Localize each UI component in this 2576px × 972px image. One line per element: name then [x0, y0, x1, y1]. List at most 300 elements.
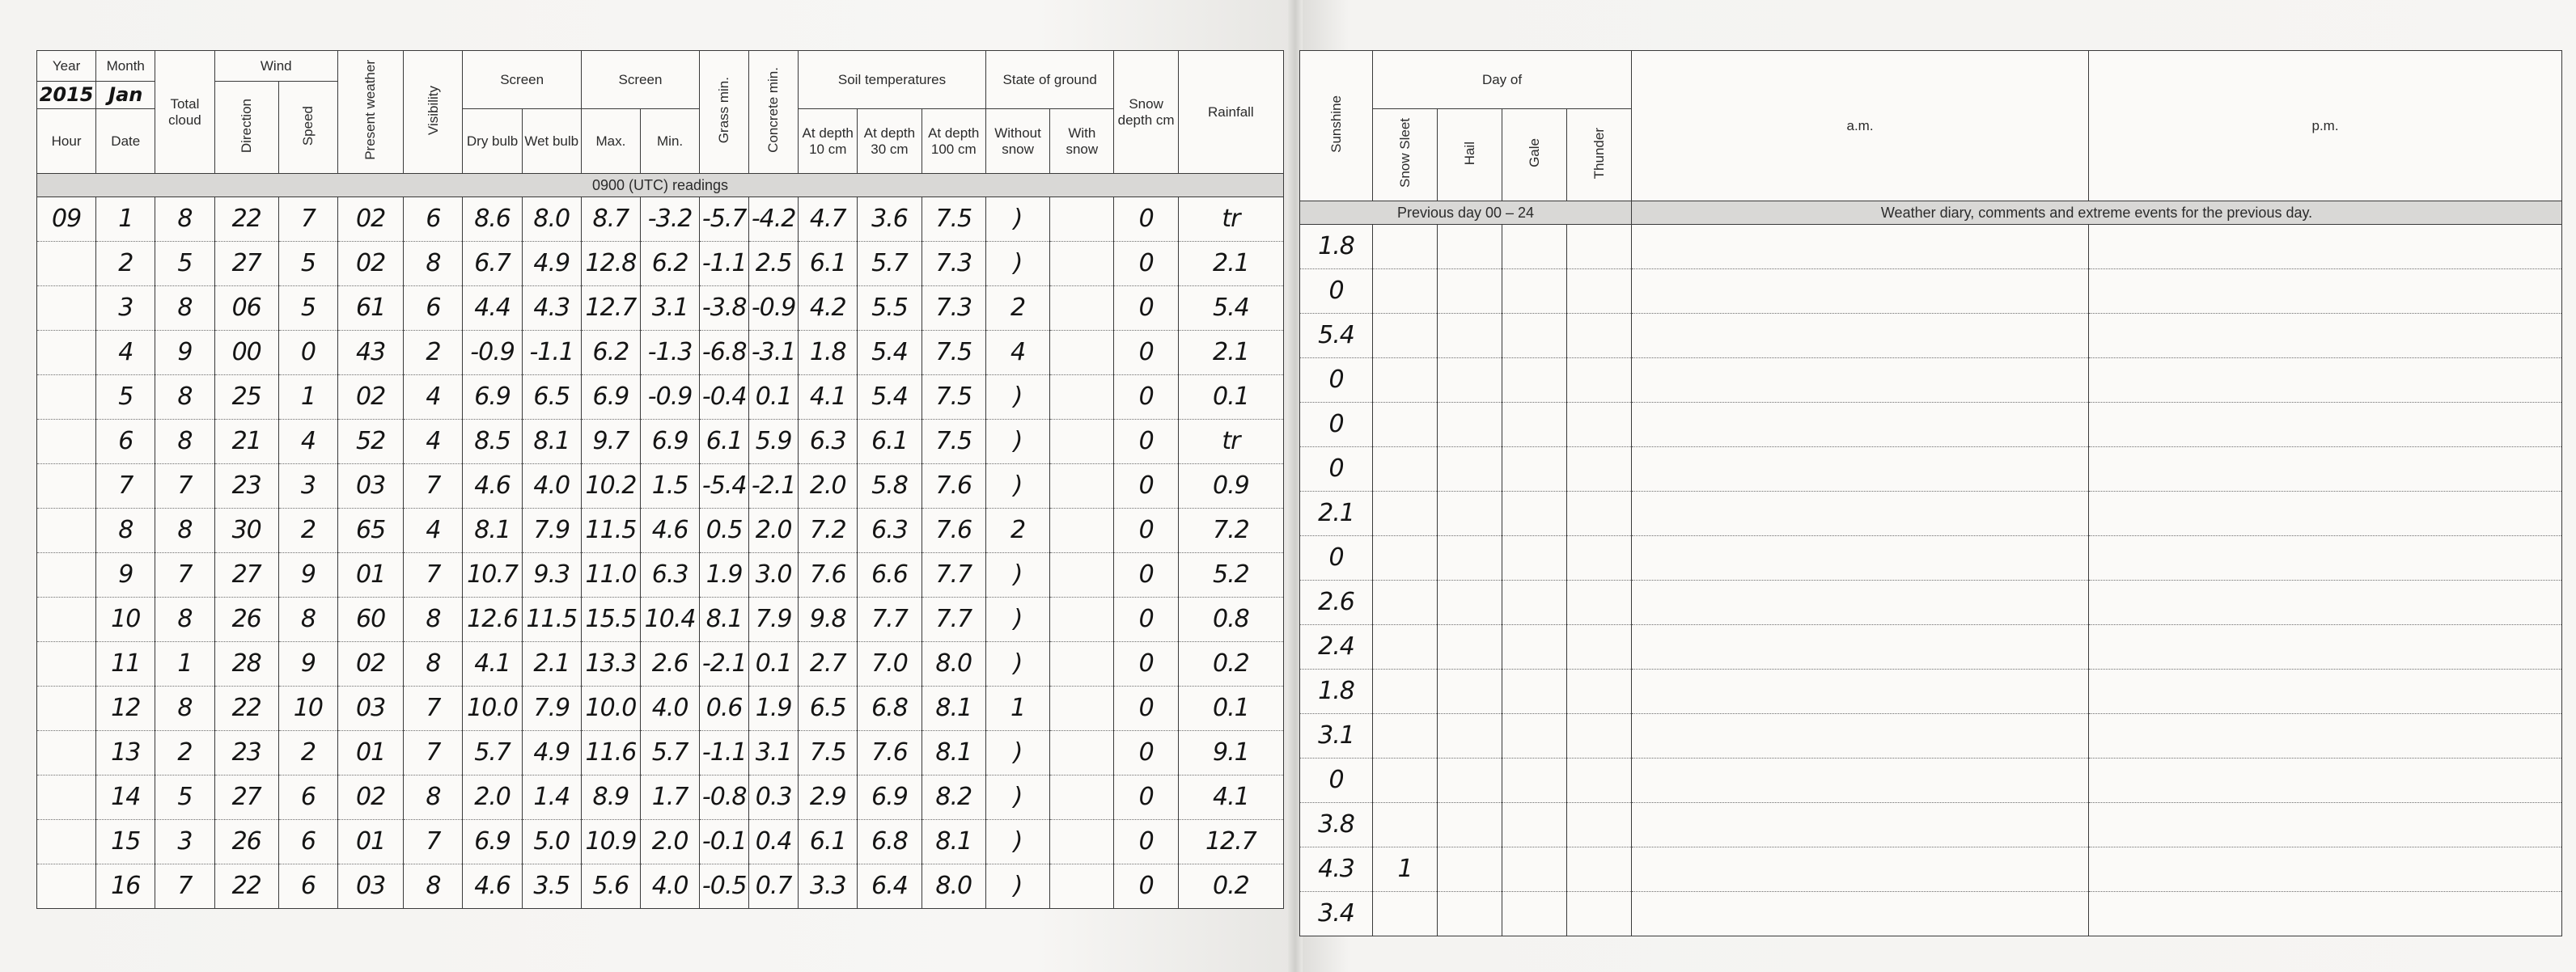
- cell-s100: 7.5: [922, 197, 985, 242]
- table-row: [37, 553, 1284, 598]
- cell-snow-sleet: [1373, 670, 1438, 714]
- cell-speed: 6: [278, 864, 337, 909]
- weather-readings-table: [36, 50, 1284, 909]
- cell-hour: [37, 731, 96, 775]
- cell-vis: 7: [404, 553, 463, 598]
- cell-sunshine: 1.8: [1300, 670, 1373, 714]
- cell-pw: 65: [337, 509, 403, 553]
- cell-sunshine: 0: [1300, 759, 1373, 803]
- cell-sunshine: 3.8: [1300, 803, 1373, 847]
- diary-row: [1300, 847, 2562, 892]
- soil-temperatures-header: Soil temperatures: [799, 51, 986, 109]
- cell-snow-sleet: [1373, 403, 1438, 447]
- cell-conc: -4.2: [749, 197, 799, 242]
- cell-s30: 6.3: [858, 509, 922, 553]
- cell-hour: [37, 820, 96, 864]
- cell-am-note: [1632, 314, 2089, 358]
- cell-s30: 6.4: [858, 864, 922, 909]
- cell-dry: 4.4: [463, 286, 522, 331]
- cell-hail: [1438, 269, 1502, 314]
- cell-vis: 8: [404, 242, 463, 286]
- day-of-header: Day of: [1373, 51, 1632, 109]
- cell-dry: -0.9: [463, 331, 522, 375]
- cell-gale: [1502, 625, 1567, 670]
- cell-dry: 4.6: [463, 864, 522, 909]
- cell-min: 2.0: [640, 820, 699, 864]
- sunshine-header: Sunshine: [1300, 51, 1373, 201]
- diary-row: [1300, 314, 2562, 358]
- cell-with: [1050, 731, 1114, 775]
- diary-row: [1300, 759, 2562, 803]
- cell-date: 12: [96, 687, 155, 731]
- diary-row: [1300, 403, 2562, 447]
- cell-grass: -2.1: [700, 642, 749, 687]
- cell-min: 6.9: [640, 420, 699, 464]
- cell-thunder: [1567, 225, 1632, 269]
- cell-s10: 7.6: [799, 553, 858, 598]
- cell-wet: 3.5: [522, 864, 581, 909]
- cell-pm-note: [2089, 314, 2562, 358]
- wet-bulb-header: Wet bulb: [522, 109, 581, 174]
- cell-s100: 8.1: [922, 731, 985, 775]
- pm-header: p.m.: [2089, 51, 2562, 201]
- cell-s30: 6.1: [858, 420, 922, 464]
- cell-cloud: 5: [155, 775, 214, 820]
- cell-hail: [1438, 358, 1502, 403]
- cell-am-note: [1632, 714, 2089, 759]
- cell-s10: 6.1: [799, 820, 858, 864]
- cell-snow-sleet: [1373, 759, 1438, 803]
- cell-sunshine: 1.8: [1300, 225, 1373, 269]
- cell-conc: 2.0: [749, 509, 799, 553]
- cell-snow-sleet: [1373, 447, 1438, 492]
- diary-band: Weather diary, comments and extreme events for the previous day.: [1632, 201, 2562, 225]
- cell-pm-note: [2089, 714, 2562, 759]
- cell-conc: 3.1: [749, 731, 799, 775]
- cell-snow-sleet: [1373, 358, 1438, 403]
- diary-row: [1300, 447, 2562, 492]
- cell-grass: 0.6: [700, 687, 749, 731]
- cell-sunshine: 5.4: [1300, 314, 1373, 358]
- cell-am-note: [1632, 536, 2089, 581]
- weather-diary-table: [1299, 50, 2562, 936]
- cell-speed: 9: [278, 553, 337, 598]
- diary-row: [1300, 714, 2562, 759]
- cell-snowd: 0: [1114, 286, 1178, 331]
- cell-s100: 8.0: [922, 642, 985, 687]
- cell-ground: ): [985, 197, 1049, 242]
- cell-wet: 4.9: [522, 731, 581, 775]
- cell-hour: [37, 553, 96, 598]
- cell-s10: 4.7: [799, 197, 858, 242]
- cell-with: [1050, 553, 1114, 598]
- cell-hour: [37, 331, 96, 375]
- cell-sunshine: 2.4: [1300, 625, 1373, 670]
- cell-dry: 6.7: [463, 242, 522, 286]
- cell-snow-sleet: [1373, 803, 1438, 847]
- cell-snow-sleet: [1373, 492, 1438, 536]
- cell-grass: -3.8: [700, 286, 749, 331]
- cell-cloud: 7: [155, 553, 214, 598]
- cell-ground: 2: [985, 286, 1049, 331]
- cell-vis: 6: [404, 286, 463, 331]
- cell-min: 4.0: [640, 687, 699, 731]
- cell-pm-note: [2089, 447, 2562, 492]
- cell-thunder: [1567, 536, 1632, 581]
- table-row: [37, 687, 1284, 731]
- cell-s100: 8.1: [922, 820, 985, 864]
- cell-grass: -0.8: [700, 775, 749, 820]
- cell-sunshine: 2.1: [1300, 492, 1373, 536]
- cell-speed: 5: [278, 286, 337, 331]
- cell-thunder: [1567, 714, 1632, 759]
- cell-snow-sleet: [1373, 625, 1438, 670]
- cell-dry: 2.0: [463, 775, 522, 820]
- cell-min: 4.0: [640, 864, 699, 909]
- cell-s100: 8.0: [922, 864, 985, 909]
- cell-pm-note: [2089, 403, 2562, 447]
- cell-grass: -5.7: [700, 197, 749, 242]
- cell-am-note: [1632, 492, 2089, 536]
- cell-conc: 0.3: [749, 775, 799, 820]
- cell-hour: [37, 420, 96, 464]
- cell-sunshine: 0: [1300, 403, 1373, 447]
- cell-pm-note: [2089, 847, 2562, 892]
- cell-cloud: 9: [155, 331, 214, 375]
- cell-date: 13: [96, 731, 155, 775]
- cell-ground: ): [985, 242, 1049, 286]
- soil-10cm-header: At depth 10 cm: [799, 109, 858, 174]
- cell-thunder: [1567, 358, 1632, 403]
- cell-s30: 6.8: [858, 820, 922, 864]
- cell-ground: ): [985, 420, 1049, 464]
- cell-s10: 6.3: [799, 420, 858, 464]
- snow-depth-header: Snow depth cm: [1114, 51, 1178, 174]
- cell-cloud: 8: [155, 197, 214, 242]
- cell-thunder: [1567, 803, 1632, 847]
- cell-ground: ): [985, 553, 1049, 598]
- cell-rain: 0.2: [1178, 864, 1283, 909]
- cell-thunder: [1567, 892, 1632, 936]
- cell-max: 9.7: [581, 420, 640, 464]
- cell-snowd: 0: [1114, 420, 1178, 464]
- cell-speed: 0: [278, 331, 337, 375]
- cell-dry: 5.7: [463, 731, 522, 775]
- cell-pw: 03: [337, 464, 403, 509]
- cell-ground: ): [985, 598, 1049, 642]
- table-row: [37, 286, 1284, 331]
- present-weather-header: Present weather: [337, 51, 403, 174]
- cell-pw: 02: [337, 775, 403, 820]
- cell-date: 1: [96, 197, 155, 242]
- cell-vis: 8: [404, 775, 463, 820]
- cell-rain: 5.4: [1178, 286, 1283, 331]
- cell-max: 10.9: [581, 820, 640, 864]
- cell-dir: 26: [214, 820, 278, 864]
- cell-with: [1050, 598, 1114, 642]
- cell-dry: 8.6: [463, 197, 522, 242]
- cell-dry: 12.6: [463, 598, 522, 642]
- max-header: Max.: [581, 109, 640, 174]
- cell-hour: [37, 242, 96, 286]
- screen-header-1: Screen: [463, 51, 581, 109]
- cell-min: 4.6: [640, 509, 699, 553]
- cell-vis: 8: [404, 598, 463, 642]
- cell-date: 14: [96, 775, 155, 820]
- cell-speed: 9: [278, 642, 337, 687]
- cell-s30: 6.6: [858, 553, 922, 598]
- cell-hour: [37, 375, 96, 420]
- cell-wet: 2.1: [522, 642, 581, 687]
- cell-hour: [37, 775, 96, 820]
- cell-gale: [1502, 581, 1567, 625]
- table-row: [37, 642, 1284, 687]
- cell-ground: ): [985, 864, 1049, 909]
- cell-s30: 3.6: [858, 197, 922, 242]
- cell-snow-sleet: 1: [1373, 847, 1438, 892]
- table-row: [37, 197, 1284, 242]
- cell-conc: -3.1: [749, 331, 799, 375]
- cell-max: 11.6: [581, 731, 640, 775]
- cell-min: -3.2: [640, 197, 699, 242]
- cell-hail: [1438, 536, 1502, 581]
- cell-s100: 7.3: [922, 242, 985, 286]
- cell-hail: [1438, 492, 1502, 536]
- cell-pm-note: [2089, 536, 2562, 581]
- cell-s30: 6.8: [858, 687, 922, 731]
- cell-sunshine: 0: [1300, 447, 1373, 492]
- cell-snowd: 0: [1114, 464, 1178, 509]
- cell-pm-note: [2089, 269, 2562, 314]
- cell-speed: 7: [278, 197, 337, 242]
- state-of-ground-header: State of ground: [985, 51, 1114, 109]
- cell-rain: 0.9: [1178, 464, 1283, 509]
- cell-rain: 2.1: [1178, 242, 1283, 286]
- cell-s10: 7.5: [799, 731, 858, 775]
- cell-wet: 7.9: [522, 687, 581, 731]
- cell-thunder: [1567, 447, 1632, 492]
- cell-with: [1050, 864, 1114, 909]
- cell-max: 8.9: [581, 775, 640, 820]
- cell-am-note: [1632, 225, 2089, 269]
- cell-hail: [1438, 403, 1502, 447]
- cell-sunshine: 2.6: [1300, 581, 1373, 625]
- cell-am-note: [1632, 625, 2089, 670]
- table-row: [37, 598, 1284, 642]
- cell-pw: 61: [337, 286, 403, 331]
- cell-pw: 02: [337, 242, 403, 286]
- cell-max: 15.5: [581, 598, 640, 642]
- cell-max: 5.6: [581, 864, 640, 909]
- cell-dry: 4.1: [463, 642, 522, 687]
- cell-snowd: 0: [1114, 375, 1178, 420]
- hail-header: Hail: [1438, 109, 1502, 201]
- cell-vis: 7: [404, 731, 463, 775]
- cell-vis: 8: [404, 642, 463, 687]
- cell-rain: 4.1: [1178, 775, 1283, 820]
- cell-wet: -1.1: [522, 331, 581, 375]
- year-label: Year: [37, 51, 96, 82]
- cell-with: [1050, 687, 1114, 731]
- cell-date: 16: [96, 864, 155, 909]
- cell-rain: tr: [1178, 420, 1283, 464]
- cell-date: 5: [96, 375, 155, 420]
- cell-ground: 1: [985, 687, 1049, 731]
- cell-s100: 8.2: [922, 775, 985, 820]
- cell-hail: [1438, 225, 1502, 269]
- cell-min: 2.6: [640, 642, 699, 687]
- snow-sleet-header: Snow Sleet: [1373, 109, 1438, 201]
- cell-pw: 02: [337, 197, 403, 242]
- cell-dir: 23: [214, 731, 278, 775]
- cell-sunshine: 0: [1300, 536, 1373, 581]
- cell-grass: -0.5: [700, 864, 749, 909]
- cell-with: [1050, 464, 1114, 509]
- cell-hour: [37, 598, 96, 642]
- cell-conc: -2.1: [749, 464, 799, 509]
- cell-wet: 1.4: [522, 775, 581, 820]
- cell-am-note: [1632, 581, 2089, 625]
- cell-snowd: 0: [1114, 242, 1178, 286]
- cell-rain: tr: [1178, 197, 1283, 242]
- month-value: Jan: [96, 82, 155, 109]
- cell-snow-sleet: [1373, 314, 1438, 358]
- cell-snowd: 0: [1114, 864, 1178, 909]
- cell-cloud: 3: [155, 820, 214, 864]
- cell-with: [1050, 509, 1114, 553]
- cell-snowd: 0: [1114, 331, 1178, 375]
- cell-am-note: [1632, 403, 2089, 447]
- cell-sunshine: 3.4: [1300, 892, 1373, 936]
- cell-with: [1050, 286, 1114, 331]
- cell-s10: 3.3: [799, 864, 858, 909]
- cell-grass: 6.1: [700, 420, 749, 464]
- cell-rain: 0.1: [1178, 687, 1283, 731]
- cell-s30: 7.7: [858, 598, 922, 642]
- cell-s100: 7.6: [922, 509, 985, 553]
- cell-cloud: 7: [155, 864, 214, 909]
- cell-s10: 2.7: [799, 642, 858, 687]
- cell-ground: ): [985, 820, 1049, 864]
- cell-with: [1050, 420, 1114, 464]
- diary-row: [1300, 492, 2562, 536]
- cell-hail: [1438, 759, 1502, 803]
- cell-s10: 4.1: [799, 375, 858, 420]
- cell-snow-sleet: [1373, 581, 1438, 625]
- soil-100cm-header: At depth 100 cm: [922, 109, 985, 174]
- cell-rain: 5.2: [1178, 553, 1283, 598]
- cell-speed: 2: [278, 509, 337, 553]
- cell-snowd: 0: [1114, 197, 1178, 242]
- cell-cloud: 2: [155, 731, 214, 775]
- cell-am-note: [1632, 847, 2089, 892]
- cell-wet: 4.9: [522, 242, 581, 286]
- cell-rain: 0.2: [1178, 642, 1283, 687]
- cell-snowd: 0: [1114, 509, 1178, 553]
- cell-date: 10: [96, 598, 155, 642]
- cell-max: 10.0: [581, 687, 640, 731]
- visibility-header: Visibility: [404, 51, 463, 174]
- cell-date: 15: [96, 820, 155, 864]
- cell-hour: [37, 642, 96, 687]
- cell-rain: 0.8: [1178, 598, 1283, 642]
- cell-pw: 01: [337, 731, 403, 775]
- cell-thunder: [1567, 581, 1632, 625]
- diary-row: [1300, 269, 2562, 314]
- cell-gale: [1502, 225, 1567, 269]
- cell-min: 1.5: [640, 464, 699, 509]
- cell-pm-note: [2089, 803, 2562, 847]
- cell-pw: 03: [337, 864, 403, 909]
- cell-pm-note: [2089, 358, 2562, 403]
- cell-date: 7: [96, 464, 155, 509]
- cell-cloud: 8: [155, 687, 214, 731]
- cell-s10: 6.5: [799, 687, 858, 731]
- cell-max: 6.2: [581, 331, 640, 375]
- cell-max: 11.5: [581, 509, 640, 553]
- cell-gale: [1502, 403, 1567, 447]
- with-snow-header: With snow: [1050, 109, 1114, 174]
- cell-min: 1.7: [640, 775, 699, 820]
- cell-am-note: [1632, 759, 2089, 803]
- cell-conc: 0.1: [749, 375, 799, 420]
- cell-speed: 6: [278, 775, 337, 820]
- cell-vis: 6: [404, 197, 463, 242]
- cell-wet: 4.0: [522, 464, 581, 509]
- cell-with: [1050, 331, 1114, 375]
- cell-pm-note: [2089, 581, 2562, 625]
- cell-gale: [1502, 759, 1567, 803]
- cell-dir: 27: [214, 553, 278, 598]
- cell-s100: 8.1: [922, 687, 985, 731]
- cell-ground: ): [985, 731, 1049, 775]
- rainfall-header: Rainfall: [1178, 51, 1283, 174]
- without-snow-header: Without snow: [985, 109, 1049, 174]
- hour-label: Hour: [37, 109, 96, 174]
- cell-pm-note: [2089, 670, 2562, 714]
- cell-thunder: [1567, 492, 1632, 536]
- table-row: [37, 775, 1284, 820]
- cell-hour: [37, 286, 96, 331]
- soil-30cm-header: At depth 30 cm: [858, 109, 922, 174]
- cell-snowd: 0: [1114, 775, 1178, 820]
- cell-hail: [1438, 670, 1502, 714]
- cell-rain: 2.1: [1178, 331, 1283, 375]
- cell-s10: 1.8: [799, 331, 858, 375]
- cell-hour: [37, 687, 96, 731]
- cell-conc: 7.9: [749, 598, 799, 642]
- cell-dry: 6.9: [463, 820, 522, 864]
- cell-hour: [37, 464, 96, 509]
- table-row: [37, 375, 1284, 420]
- cell-wet: 8.0: [522, 197, 581, 242]
- cell-speed: 4: [278, 420, 337, 464]
- cell-conc: 0.1: [749, 642, 799, 687]
- cell-s30: 5.7: [858, 242, 922, 286]
- cell-max: 12.8: [581, 242, 640, 286]
- cell-s30: 5.8: [858, 464, 922, 509]
- cell-dir: 27: [214, 242, 278, 286]
- cell-thunder: [1567, 670, 1632, 714]
- table-row: [37, 464, 1284, 509]
- cell-rain: 7.2: [1178, 509, 1283, 553]
- cell-with: [1050, 242, 1114, 286]
- cell-gale: [1502, 269, 1567, 314]
- cell-s10: 2.9: [799, 775, 858, 820]
- cell-dir: 27: [214, 775, 278, 820]
- cell-snow-sleet: [1373, 536, 1438, 581]
- cell-dir: 26: [214, 598, 278, 642]
